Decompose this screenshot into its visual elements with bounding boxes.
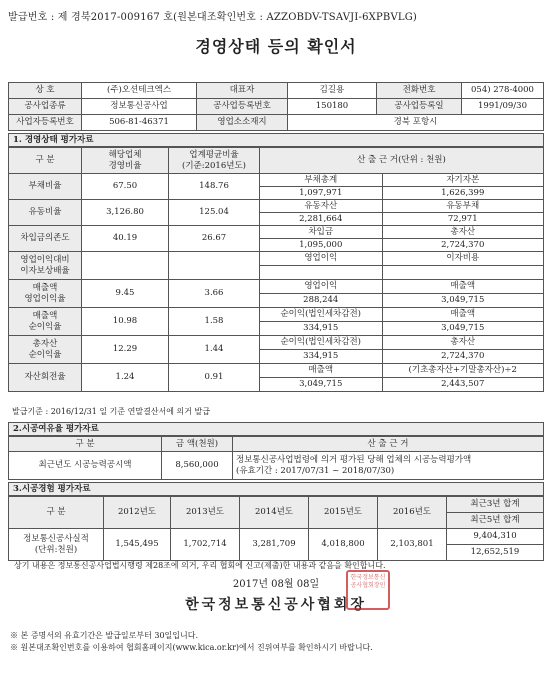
s3-sum3: 9,404,310 (447, 529, 544, 545)
company-ratio: 9.45 (82, 280, 169, 308)
s3-col-2016: 2016년도 (378, 497, 447, 529)
ceo-name: 김길용 (288, 83, 377, 99)
biz-no-label: 사업자등록번호 (9, 115, 82, 131)
basis-a-value (260, 266, 383, 280)
s2-col-amount: 금 액(천원) (162, 437, 233, 452)
basis-b-label: 자기자본 (382, 174, 544, 187)
official-seal-icon: 한국정보통신공사협회장인 (346, 570, 390, 610)
basis-b-value: 3,049,715 (382, 322, 544, 336)
construction-experience-table (8, 496, 544, 561)
basis-a-value: 1,095,000 (260, 239, 383, 252)
ratio-label: 매출액 순이익율 (9, 308, 82, 336)
company-info-table (8, 82, 544, 131)
industry-ratio: 3.66 (169, 280, 260, 308)
company-ratio: 1.24 (82, 364, 169, 392)
s3-col-sum5: 최근5년 합계 (447, 513, 544, 529)
basis-a-label: 순이익(법인세차감전) (260, 336, 383, 350)
basis-b-value (382, 266, 544, 280)
basis-b-value: 2,724,370 (382, 350, 544, 364)
basis-a-value: 2,281,664 (260, 213, 383, 226)
company-ratio: 40.19 (82, 226, 169, 252)
industry-ratio: 125.04 (169, 200, 260, 226)
basis-a-label: 매출액 (260, 364, 383, 378)
address-label: 영업소소재지 (197, 115, 288, 131)
ratio-label: 부채비율 (9, 174, 82, 200)
basis-b-value: 3,049,715 (382, 294, 544, 308)
industry-ratio: 148.76 (169, 174, 260, 200)
confirmation-statement: 상기 내용은 정보통신공사업법시행령 제28조에 의거, 우리 협회에 신고(제출)한 내용과 같음을 확인합니다. (14, 561, 386, 570)
basis-b-label: 유동부채 (382, 200, 544, 213)
company-name-label: 상 호 (9, 83, 82, 99)
company-ratio: 67.50 (82, 174, 169, 200)
management-status-table (8, 147, 544, 392)
issuer-name: 한국정보통신공사협회장 (185, 597, 367, 613)
reg-date: 1991/09/30 (462, 99, 544, 115)
ratio-label: 총자산 순이익율 (9, 336, 82, 364)
s3-col-2012: 2012년도 (104, 497, 171, 529)
col-basis: 산 출 근 거(단위 : 천원) (260, 148, 544, 174)
section-2-title: 2.시공여유율 평가자료 (8, 422, 544, 436)
phone-value: 054) 278-4000 (462, 83, 544, 99)
industry-ratio: 1.44 (169, 336, 260, 364)
basis-a-value: 1,097,971 (260, 187, 383, 200)
basis-b-label: 이자비용 (382, 252, 544, 266)
s2-label: 최근년도 시공능력공시액 (9, 452, 162, 480)
s3-val-2012: 1,545,495 (104, 529, 171, 561)
s3-col-2014: 2014년도 (240, 497, 309, 529)
col-category: 구 분 (9, 148, 82, 174)
industry-ratio: 26.67 (169, 226, 260, 252)
ratio-label: 유동비율 (9, 200, 82, 226)
s3-val-2014: 3,281,709 (240, 529, 309, 561)
industry-ratio: 1.58 (169, 308, 260, 336)
issue-date: 2017년 08월 08일 (232, 579, 320, 590)
basis-a-value: 334,915 (260, 322, 383, 336)
reg-date-label: 공사업등록일 (377, 99, 462, 115)
company-ratio: 10.98 (82, 308, 169, 336)
s2-col-category: 구 분 (9, 437, 162, 452)
construction-margin-table (8, 436, 544, 480)
basis-a-value: 3,049,715 (260, 378, 383, 392)
col-industry-ratio: 업계평균비율 (기준:2016년도) (169, 148, 260, 174)
basis-b-label: 총자산 (382, 226, 544, 239)
section-1-title: 1. 경영상태 평가자료 (8, 133, 544, 147)
basis-a-value: 334,915 (260, 350, 383, 364)
s3-val-2015: 4,018,800 (309, 529, 378, 561)
s3-col-2013: 2013년도 (171, 497, 240, 529)
issue-basis-note: 발급기준 : 2016/12/31 일 기준 연말결산서에 의거 발급 (12, 407, 210, 416)
basis-a-label: 순이익(법인세차감전) (260, 308, 383, 322)
document-title: 경영상태 등의 확인서 (195, 37, 357, 56)
col-company-ratio: 해당업체 경영비율 (82, 148, 169, 174)
s3-label: 정보통신공사실적 (단위:천원) (9, 529, 104, 561)
ratio-label: 매출액 영업이익율 (9, 280, 82, 308)
s3-val-2016: 2,103,801 (378, 529, 447, 561)
s3-col-category: 구 분 (9, 497, 104, 529)
footnote-verification: ※ 원본대조확인번호를 이용하여 협회홈페이지(www.kica.or.kr)에서 진위여부를 확인하시기 바랍니다. (10, 643, 373, 652)
basis-a-label: 부채총계 (260, 174, 383, 187)
reg-no: 150180 (288, 99, 377, 115)
basis-b-value: 2,724,370 (382, 239, 544, 252)
basis-b-label: 매출액 (382, 280, 544, 294)
business-type-label: 공사업종류 (9, 99, 82, 115)
address: 경북 포항시 (288, 115, 544, 131)
company-ratio: 12.29 (82, 336, 169, 364)
basis-a-label: 영업이익 (260, 252, 383, 266)
company-ratio (82, 252, 169, 280)
s3-col-sum3: 최근3년 합계 (447, 497, 544, 513)
ratio-label: 자산회전율 (9, 364, 82, 392)
business-type: 정보통신공사업 (82, 99, 197, 115)
issue-number: 발급번호 : 제 경북2017-009167 호(원본대조확인번호 : AZZOBDV-TSAVJI-6XPBVLG) (8, 12, 418, 23)
company-name: (주)오션테크엑스 (82, 83, 197, 99)
ratio-label: 영업이익대비 이자보상배율 (9, 252, 82, 280)
industry-ratio: 0.91 (169, 364, 260, 392)
ceo-label: 대표자 (197, 83, 288, 99)
industry-ratio (169, 252, 260, 280)
s3-val-2013: 1,702,714 (171, 529, 240, 561)
s2-col-basis: 산 출 근 거 (233, 437, 544, 452)
footnote-validity: ※ 본 증명서의 유효기간은 발급일로부터 30일입니다. (10, 631, 198, 640)
basis-b-label: 매출액 (382, 308, 544, 322)
s3-col-2015: 2015년도 (309, 497, 378, 529)
s2-basis: 정보통신공사업법령에 의거 평가된 당해 업체의 시공능력평가액 (유효기간 : 2017/07/31 ~ 2018/07/30) (233, 452, 544, 480)
phone-label: 전화번호 (377, 83, 462, 99)
ratio-label: 차입금의존도 (9, 226, 82, 252)
reg-no-label: 공사업등록번호 (197, 99, 288, 115)
company-ratio: 3,126.80 (82, 200, 169, 226)
section-3-title: 3.시공경험 평가자료 (8, 482, 544, 496)
biz-no: 506-81-46371 (82, 115, 197, 131)
basis-a-label: 영업이익 (260, 280, 383, 294)
basis-b-label: 총자산 (382, 336, 544, 350)
basis-b-value: 1,626,399 (382, 187, 544, 200)
basis-b-value: 72,971 (382, 213, 544, 226)
basis-b-label: (기초총자산+기말총자산)÷2 (382, 364, 544, 378)
s3-sum5: 12,652,519 (447, 545, 544, 561)
basis-a-value: 288,244 (260, 294, 383, 308)
basis-b-value: 2,443,507 (382, 378, 544, 392)
s2-amount: 8,560,000 (162, 452, 233, 480)
basis-a-label: 차입금 (260, 226, 383, 239)
basis-a-label: 유동자산 (260, 200, 383, 213)
